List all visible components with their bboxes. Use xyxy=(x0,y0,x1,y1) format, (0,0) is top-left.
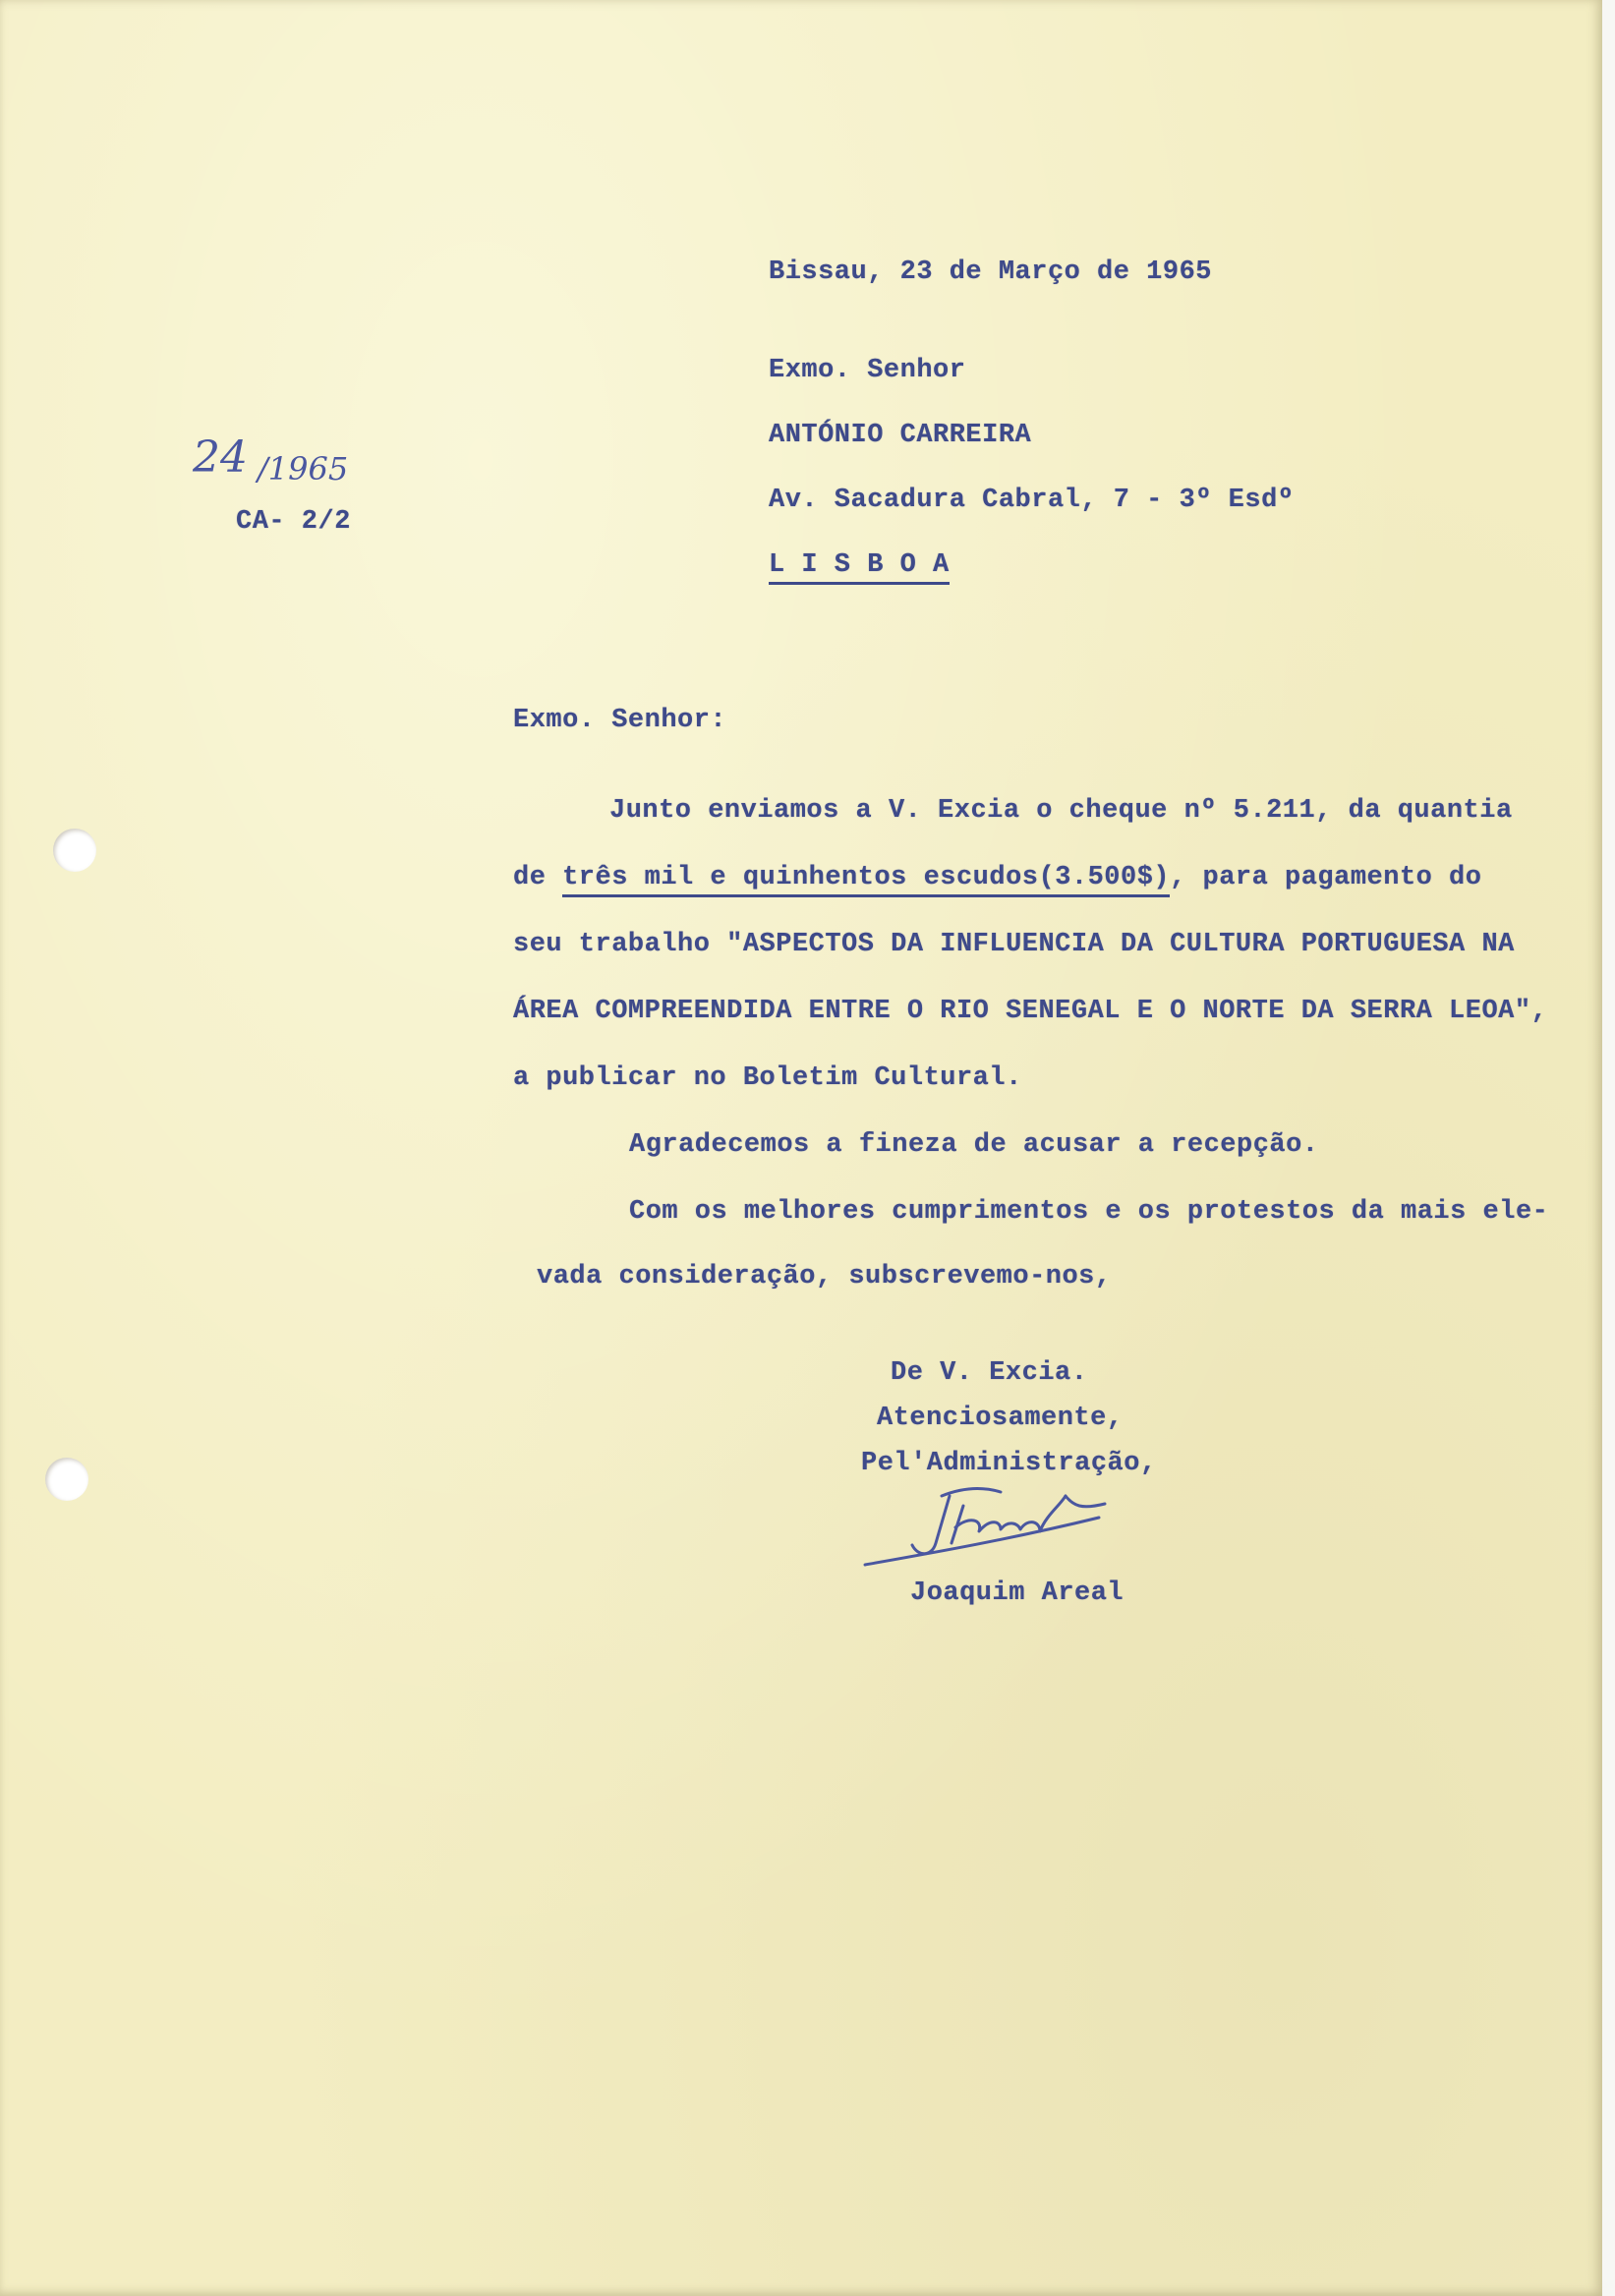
body-line-amount xyxy=(513,863,1481,892)
greeting: Exmo. Senhor: xyxy=(513,706,727,735)
recipient-name: ANTÓNIO CARREIRA xyxy=(769,421,1032,450)
signer-name: Joaquim Areal xyxy=(910,1578,1125,1608)
body-line: Junto enviamos a V. Excia o cheque nº 5.211, da quantia xyxy=(609,796,1513,826)
date-line: Bissau, 23 de Março de 1965 xyxy=(769,258,1212,287)
body-line: ÁREA COMPREENDIDA ENTRE O RIO SENEGAL E O NORTE DA SERRA LEOA", xyxy=(513,997,1548,1026)
amount-text: três mil e quinhentos escudos(3.500$) xyxy=(562,863,1170,897)
amount-prefix: de xyxy=(513,863,563,892)
body-line: Agradecemos a fineza de acusar a recepção. xyxy=(629,1130,1319,1160)
scan-margin xyxy=(1602,0,1615,2296)
closing-line: De V. Excia. xyxy=(891,1358,1088,1388)
reference-code: CA- 2/2 xyxy=(236,507,351,537)
closing-line: Atenciosamente, xyxy=(877,1404,1124,1433)
recipient-city: L I S B O A xyxy=(769,550,950,585)
closing-line: Pel'Administração, xyxy=(861,1449,1157,1478)
punch-hole-bottom xyxy=(45,1458,88,1501)
handwritten-signature-icon xyxy=(853,1466,1138,1575)
reference-number: 24 xyxy=(193,432,248,483)
reference-year: /1965 xyxy=(258,450,349,488)
recipient-address: Av. Sacadura Cabral, 7 - 3º Esdº xyxy=(769,486,1295,515)
amount-suffix: , para pagamento do xyxy=(1170,863,1482,892)
recipient-salutation: Exmo. Senhor xyxy=(769,356,966,385)
body-line: Com os melhores cumprimentos e os protestos da mais ele- xyxy=(629,1197,1549,1227)
body-line: seu trabalho "ASPECTOS DA INFLUENCIA DA CULTURA PORTUGUESA NA xyxy=(513,930,1515,959)
body-line: vada consideração, subscrevemo-nos, xyxy=(537,1262,1112,1292)
body-line: a publicar no Boletim Cultural. xyxy=(513,1063,1022,1093)
punch-hole-top xyxy=(53,829,96,872)
